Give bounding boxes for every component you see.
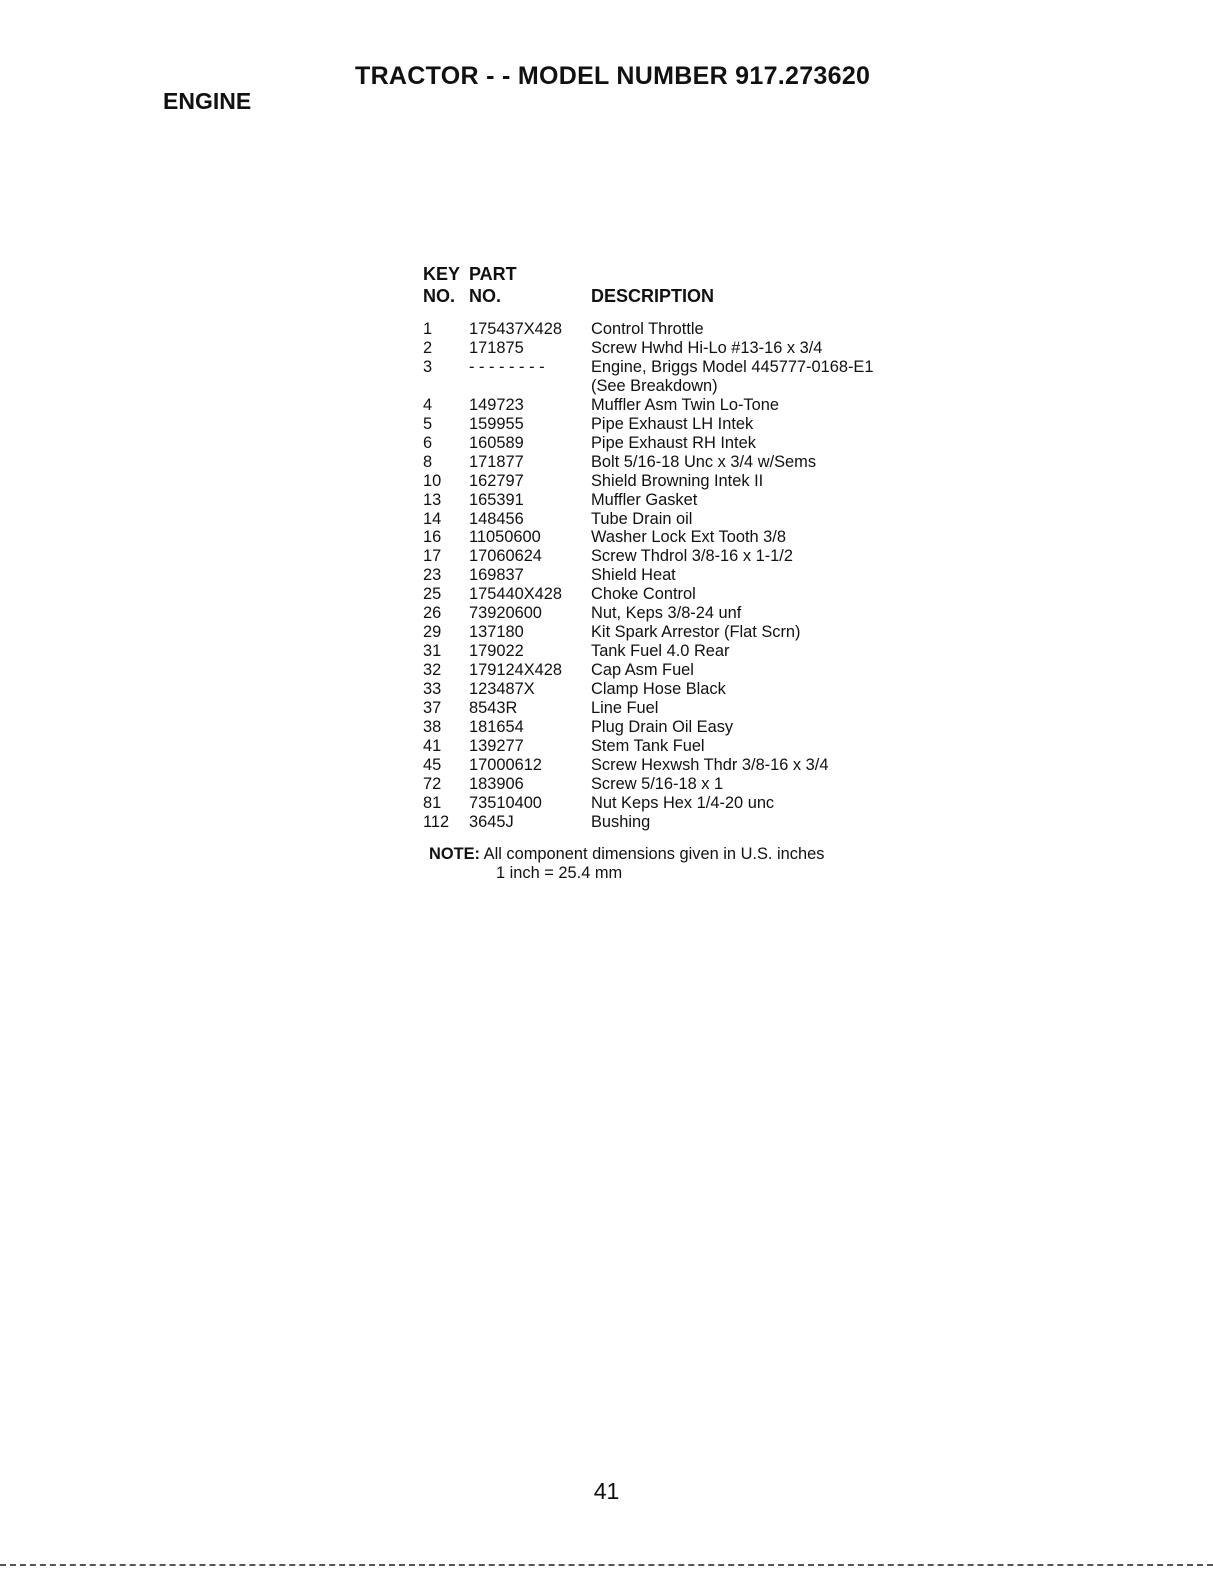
page-number: 41 [593, 1478, 620, 1504]
col-part-header-no: NO. [469, 286, 502, 306]
description: Bolt 5/16-18 Unc x 3/4 w/Sems [591, 452, 817, 471]
parts-list-body [423, 320, 873, 832]
description: Tank Fuel 4.0 Rear [591, 642, 730, 661]
section-title: ENGINE [163, 88, 252, 114]
part-no: 159955 [469, 414, 524, 433]
part-row [423, 661, 873, 680]
page-bottom-rule [0, 1564, 1213, 1567]
key-no: 26 [423, 604, 442, 623]
part-row [423, 528, 873, 547]
description: Tube Drain oil [591, 509, 693, 528]
note-text-2: 1 inch = 25.4 mm [496, 864, 623, 882]
description: Choke Control [591, 585, 696, 604]
part-row [423, 453, 873, 472]
description: Pipe Exhaust RH Intek [591, 433, 756, 452]
key-no: 16 [423, 528, 442, 547]
description: Screw Hexwsh Thdr 3/8-16 x 3/4 [591, 755, 829, 774]
part-row [423, 585, 873, 604]
description: Stem Tank Fuel [591, 736, 705, 755]
key-no: 38 [423, 718, 442, 737]
key-no: 41 [423, 736, 442, 755]
part-row [423, 396, 873, 415]
note [429, 845, 824, 883]
part-no: 162797 [469, 471, 524, 490]
key-no: 5 [423, 414, 433, 433]
part-row [423, 775, 873, 794]
part-no: 11050600 [469, 528, 541, 547]
key-no: 6 [423, 433, 433, 452]
key-no: 25 [423, 585, 442, 604]
part-no: 3645J [469, 812, 514, 831]
part-no: 149723 [469, 395, 524, 414]
description: Nut Keps Hex 1/4-20 unc [591, 793, 775, 812]
parts-list-header-row-2 [423, 287, 873, 312]
part-row [423, 510, 873, 529]
part-no: 17060624 [469, 547, 542, 566]
part-row [423, 813, 873, 832]
part-row [423, 737, 873, 756]
key-no: 37 [423, 699, 442, 718]
description-continued: (See Breakdown) [591, 376, 718, 395]
part-no: 175437X428 [469, 320, 562, 338]
key-no: 8 [423, 452, 433, 471]
note-text-1: All component dimensions given in U.S. inches [483, 845, 825, 863]
parts-list-header-row-1 [423, 265, 873, 287]
part-row [423, 718, 873, 737]
key-no: 2 [423, 338, 433, 357]
key-no: 29 [423, 623, 442, 642]
part-no: - - - - - - - - [469, 357, 545, 376]
part-no: 160589 [469, 433, 524, 452]
part-no: 73920600 [469, 604, 542, 623]
col-key-header: KEY [423, 264, 461, 284]
part-row [423, 472, 873, 491]
key-no: 1 [423, 320, 433, 338]
description: Clamp Hose Black [591, 680, 726, 699]
description: Nut, Keps 3/8-24 unf [591, 604, 742, 623]
part-row [423, 642, 873, 661]
description: Engine, Briggs Model 445777-0168-E1 [591, 357, 874, 376]
part-no: 148456 [469, 509, 524, 528]
description: Plug Drain Oil Easy [591, 718, 734, 737]
key-no: 31 [423, 642, 442, 661]
description: Pipe Exhaust LH Intek [591, 414, 754, 433]
key-no: 10 [423, 471, 442, 490]
part-no: 139277 [469, 736, 524, 755]
description: Muffler Asm Twin Lo-Tone [591, 395, 779, 414]
description: Muffler Gasket [591, 490, 698, 509]
part-row [423, 434, 873, 453]
part-no: 123487X [469, 680, 535, 699]
part-no: 175440X428 [469, 585, 562, 604]
description: Washer Lock Ext Tooth 3/8 [591, 528, 786, 547]
key-no: 13 [423, 490, 442, 509]
key-no: 17 [423, 547, 442, 566]
description: Kit Spark Arrestor (Flat Scrn) [591, 623, 801, 642]
key-no: 112 [423, 812, 450, 831]
part-row [423, 623, 873, 642]
description: Shield Heat [591, 566, 676, 585]
part-no: 8543R [469, 699, 518, 718]
key-no: 45 [423, 755, 442, 774]
description: Control Throttle [591, 320, 704, 338]
description: Cap Asm Fuel [591, 661, 694, 680]
part-row [423, 566, 873, 585]
description: Screw Thdrol 3/8-16 x 1-1/2 [591, 547, 793, 566]
part-no: 179022 [469, 642, 524, 661]
col-desc-header: DESCRIPTION [591, 286, 715, 306]
part-no: 137180 [469, 623, 524, 642]
part-no: 171877 [469, 452, 524, 471]
part-row [423, 358, 873, 377]
part-row [423, 756, 873, 775]
page-title: TRACTOR - - MODEL NUMBER 917.273620 [355, 62, 871, 90]
part-row [423, 604, 873, 623]
key-no: 33 [423, 680, 442, 699]
part-row [423, 680, 873, 699]
description: Shield Browning Intek II [591, 471, 764, 490]
key-no: 81 [423, 793, 442, 812]
description: Line Fuel [591, 699, 659, 718]
key-no: 72 [423, 774, 442, 793]
note-label: NOTE: [429, 845, 480, 863]
key-no: 3 [423, 357, 433, 376]
part-no: 17000612 [469, 755, 542, 774]
part-no: 73510400 [469, 793, 542, 812]
parts-list [423, 265, 873, 832]
part-row [423, 491, 873, 510]
description: Bushing [591, 812, 651, 831]
part-no: 171875 [469, 338, 524, 357]
col-key-header-no: NO. [423, 286, 456, 306]
key-no: 23 [423, 566, 442, 585]
description: Screw 5/16-18 x 1 [591, 774, 724, 793]
key-no: 14 [423, 509, 442, 528]
part-row [423, 339, 873, 358]
key-no: 32 [423, 661, 442, 680]
part-no: 181654 [469, 718, 524, 737]
part-row [423, 547, 873, 566]
note-line-1 [429, 845, 824, 864]
part-no: 179124X428 [469, 661, 562, 680]
part-row [423, 699, 873, 718]
part-row [423, 320, 873, 339]
part-row [423, 415, 873, 434]
part-no: 169837 [469, 566, 524, 585]
key-no: 4 [423, 395, 433, 414]
col-part-header: PART [469, 264, 517, 284]
description: Screw Hwhd Hi-Lo #13-16 x 3/4 [591, 338, 823, 357]
part-no: 183906 [469, 774, 524, 793]
part-no: 165391 [469, 490, 524, 509]
part-row [423, 794, 873, 813]
